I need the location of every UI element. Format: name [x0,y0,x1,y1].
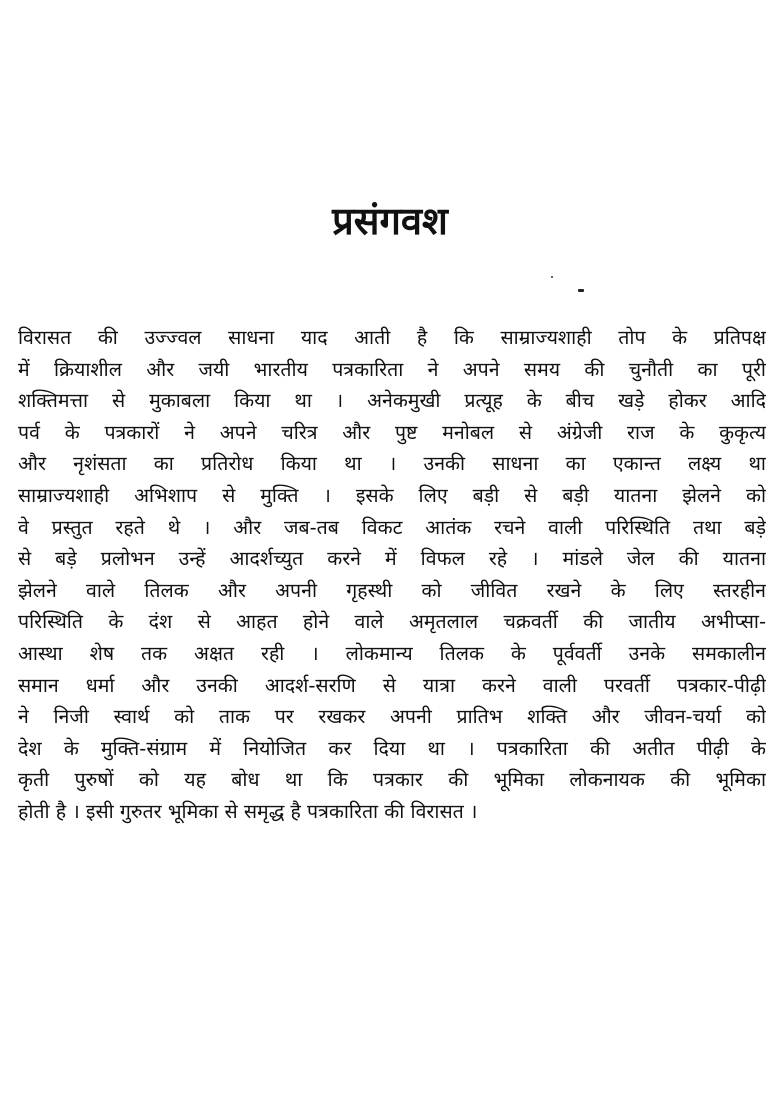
text-line: विरासत की उज्ज्वल साधना याद आती है कि साम्राज्यशाही तोप के प्रतिपक्ष [18,326,766,349]
text-line: आस्था शेष तक अक्षत रही । लोकमान्य तिलक के पूर्ववर्ती उनके समकालीन [18,641,766,665]
text-line: देश के मुक्ति-संग्राम में नियोजित कर दिया था । पत्रकारिता की अतीत पीढ़ी के [18,736,766,760]
text-line: से बड़े प्रलोभन उन्हें आदर्शच्युत करने में विफल रहे । मांडले जेल की यातना [18,547,766,571]
text-line: समान धर्मा और उनकी आदर्श-सरणि से यात्रा करने वाली परवर्ती पत्रकार-पीढ़ी [18,673,766,697]
text-line: शक्तिमत्ता से मुकाबला किया था । अनेकमुखी प्रत्यूह के बीच खड़े होकर आदि [18,389,766,413]
text-line: ने निजी स्वार्थ को ताक पर रखकर अपनी प्रातिभ शक्ति और जीवन-चर्या को [18,705,766,729]
text-line: साम्राज्यशाही अभिशाप से मुक्ति । इसके लिए बड़ी से बड़ी यातना झेलने को [18,483,766,507]
print-speck [551,276,553,278]
text-line: झेलने वाले तिलक और अपनी गृहस्थी को जीवित रखने के लिए स्तरहीन [18,578,766,602]
text-line: में क्रियाशील और जयी भारतीय पत्रकारिता ने अपने समय की चुनौती का पूरी [18,357,766,381]
text-line: कृती पुरुषों को यह बोध था कि पत्रकार की भूमिका लोकनायक की भूमिका [18,768,766,792]
text-line: वे प्रस्तुत रहते थे । और जब-तब विकट आतंक रचने वाली परिस्थिति तथा बड़े [18,515,766,539]
print-speck [578,289,584,292]
text-line: होती है । इसी गुरुतर भूमिका से समृद्ध है पत्रकारिता की विरासत । [18,799,478,823]
text-line: और नृशंसता का प्रतिरोध किया था । उनकी साधना का एकान्त लक्ष्य था [18,452,766,476]
body-paragraph [18,322,766,828]
text-line: पर्व के पत्रकारों ने अपने चरित्र और पुष्ट मनोबल से अंग्रेजी राज के कुकृत्य [18,420,766,444]
page-title: प्रसंगवश [332,199,448,243]
text-line: परिस्थिति के दंश से आहत होने वाले अमृतलाल चक्रवर्ती की जातीय अभीप्सा- [18,610,766,634]
